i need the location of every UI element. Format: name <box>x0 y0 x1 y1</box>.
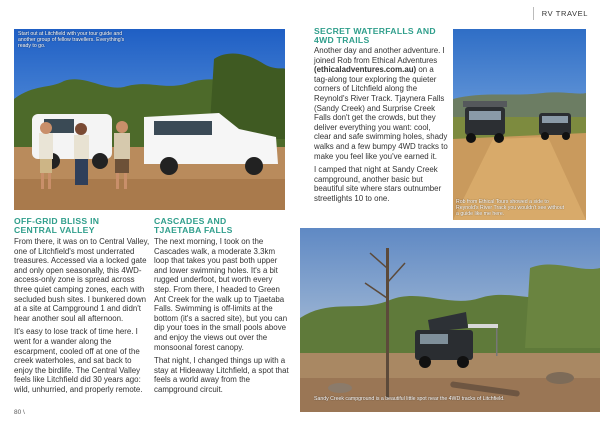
section-heading-secret-waterfalls: SECRET WATERFALLS AND 4WD TRAILS <box>314 26 436 46</box>
article-column-3 <box>314 46 448 208</box>
paragraph: Another day and another adventure. I joined Rob from Ethical Adventures (ethicaladventures.com.au) on a tag-along tour exploring the quieter corners of Litchfield along the Reynold's River Track. Tjaynera Falls (Sandy Creek) and Surprise Creek Falls don't get the crowds, but they deliver everything you want: cool, clear and safe swimming holes, shady walks and a few bumpy 4WD tracks to make you feel like you've earned it. <box>314 46 448 161</box>
section-heading-off-grid: OFF-GRID BLISS IN CENTRAL VALLEY <box>14 216 100 236</box>
website-link[interactable]: (ethicaladventures.com.au) <box>314 65 417 75</box>
photo-campground <box>300 228 600 412</box>
photo-caption: Sandy Creek campground is a beautiful little spot near the 4WD tracks of Litchfield. <box>314 396 505 402</box>
article-column-1 <box>14 237 150 399</box>
photo-4wd-track <box>453 29 586 220</box>
paragraph: The next morning, I took on the Cascades walk, a moderate 3.3km loop that takes you past both upper and lower swimming holes. It's a bit rugged underfoot, but worth every step. From there, I headed to Green Ant Creek for the walk up to Tjaetaba Falls. Swimming is off-limits at the bottom (it's a sacred site), but you can dip your toes in the small pools above and enjoy the views out over the monsoonal forest canopy. <box>154 237 288 352</box>
paragraph: From there, it was on to Central Valley, one of Litchfield's most underrated treasures. Accessed via a locked gate and only open seasonally, this 4WD-access-only zone is spread across three quiet camping zones, each with secluded bush sites. I bunkered down at a site at Campground 1 and didn't hear another soul all afternoon. <box>14 237 150 323</box>
photo-caption: Start out at Litchfield with your tour guide and another group of fellow travellers. Everything's ready to go. <box>18 31 125 50</box>
paragraph: That night, I changed things up with a stay at Hideaway Litchfield, a spot that feels a world away from the campground circuit. <box>154 356 289 394</box>
paragraph: I camped that night at Sandy Creek campground, another basic but beautiful site where stars outnumber streetlights 10 to one. <box>314 165 442 203</box>
paragraph: It's easy to lose track of time here. I went for a wander along the escarpment, cooled off at one of the creek waterholes, and sat back to enjoy the birdlife. The Central Valley feels like Litchfield did 30 years ago: wild, unhurried, and properly remote. <box>14 327 143 394</box>
section-tag: RV TRAVEL <box>533 7 594 20</box>
section-heading-cascades: CASCADES AND TJAETABA FALLS <box>154 216 233 236</box>
article-column-2 <box>154 237 290 399</box>
page-number: 80 \ <box>14 409 25 416</box>
photo-caption: Rob from Ethical Tours showed a side to Reynold's River Track you wouldn't see without a guide like me here. <box>456 199 565 218</box>
photo-group-vehicles <box>14 29 285 210</box>
